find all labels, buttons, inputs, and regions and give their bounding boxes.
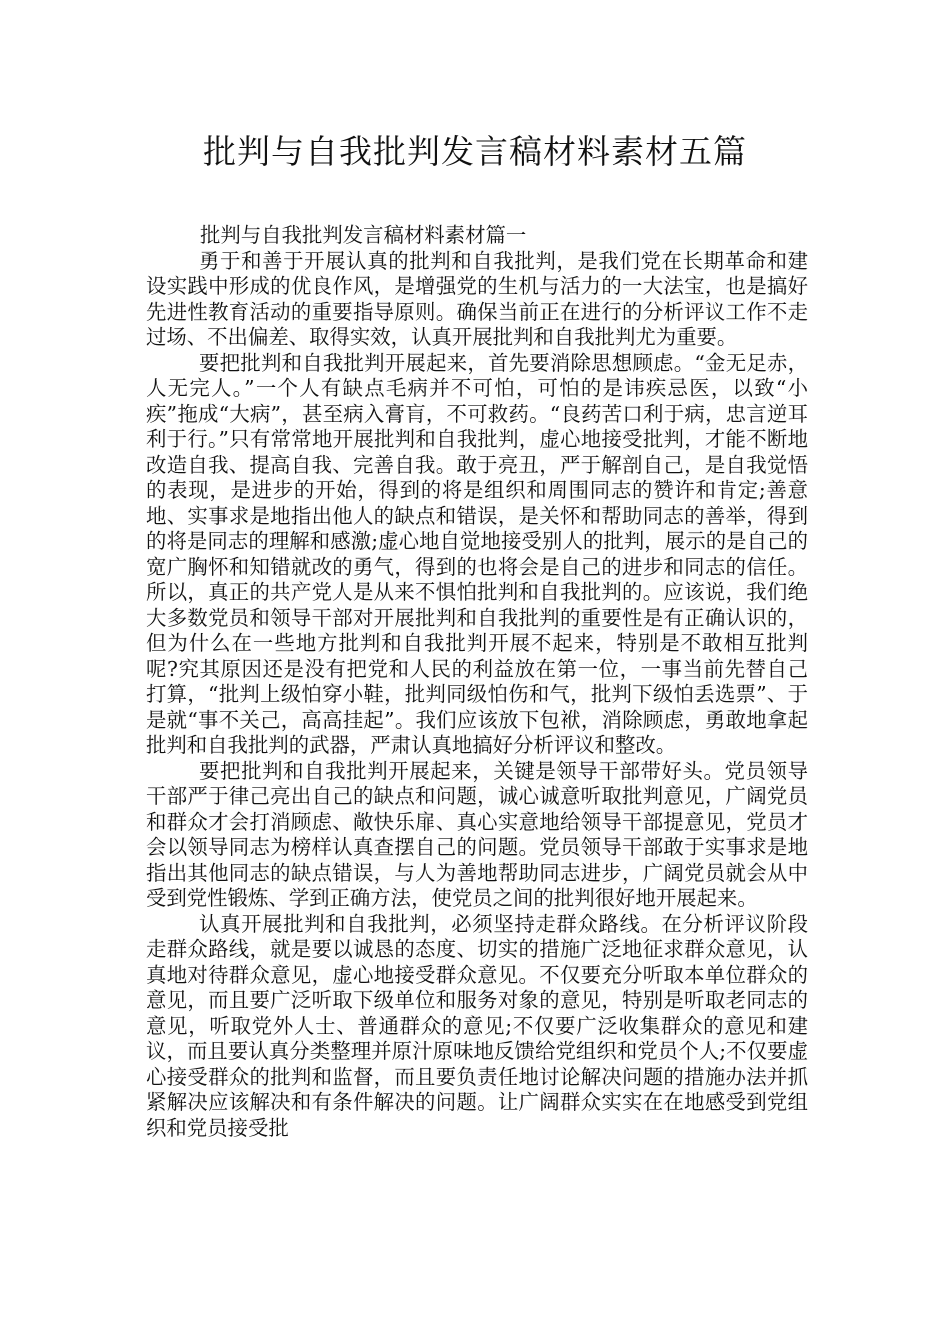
paragraph-4: 认真开展批判和自我批判，必须坚持走群众路线。在分析评议阶段走群众路线，就是要以诚恳的态度、切实的措施广泛地征求群众意见，认真地对待群众意见，虚心地接受群众意见。不仅要充分听取本单位群众的意见，而且要广泛听取下级单位和服务对象的意见，特别是听取老同志的意见，听取党外人士、普通群众的意见;不仅要广泛收集群众的意见和建议，而且要认真分类整理并原汁原味地反馈给党组织和党员个人;不仅要虚心接受群众的批判和监督，而且要负责任地讨论解决问题的措施办法并抓紧解决应该解决和有条件解决的问题。让广阔群众实实在在地感受到党组织和党员接受批 bbox=[146, 911, 808, 1140]
paragraph-2: 要把批判和自我批判开展起来，首先要消除思想顾虑。“金无足赤，人无完人。”一个人有缺点毛病并不可怕，可怕的是讳疾忌医，以致“小疾”拖成“大病”，甚至病入膏肓，不可救药。“良药苦口利于病，忠言逆耳利于行。”只有常常地开展批判和自我批判，虚心地接受批判，才能不断地改造自我、提高自我、完善自我。敢于亮丑，严于解剖自己，是自我觉悟的表现，是进步的开始，得到的将是组织和周围同志的赞许和肯定;善意地、实事求是地指出他人的缺点和错误，是关怀和帮助同志的善举，得到的将是同志的理解和感激;虚心地自觉地接受别人的批判，展示的是自己的宽广胸怀和知错就改的勇气，得到的也将会是自己的进步和同志的信任。所以，真正的共产党人是从来不惧怕批判和自我批判的。应该说，我们绝大多数党员和领导干部对开展批判和自我批判的重要性是有正确认识的，但为什么在一些地方批判和自我批判开展不起来，特别是不敢相互批判呢?究其原因还是没有把党和人民的利益放在第一位，一事当前先替自己打算，“批判上级怕穿小鞋，批判同级怕伤和气，批判下级怕丢选票”、于是就“事不关己，高高挂起”。我们应该放下包袱，消除顾虑，勇敢地拿起批判和自我批判的武器，严肃认真地搞好分析评议和整改。 bbox=[146, 350, 808, 757]
paragraph-1: 勇于和善于开展认真的批判和自我批判，是我们党在长期革命和建设实践中形成的优良作风，是增强党的生机与活力的一大法宝，也是搞好先进性教育活动的重要指导原则。确保当前正在进行的分析评议工作不走过场、不出偏差、取得实效，认真开展批判和自我批判尤为重要。 bbox=[146, 248, 808, 349]
document-title: 批判与自我批判发言稿材料素材五篇 bbox=[203, 132, 747, 171]
document-body bbox=[146, 223, 808, 1141]
section-heading: 批判与自我批判发言稿材料素材篇一 bbox=[200, 223, 527, 247]
paragraph-3: 要把批判和自我批判开展起来，关键是领导干部带好头。党员领导干部严于律己亮出自己的缺点和问题，诚心诚意听取批判意见，广阔党员和群众才会打消顾虑、敞快乐扉、真心实意地给领导干部提意见，党员才会以领导同志为榜样认真查摆自己的问题。党员领导干部敢于实事求是地指出其他同志的缺点错误，与人为善地帮助同志进步，广阔党员就会从中受到党性锻炼、学到正确方法，使党员之间的批判很好地开展起来。 bbox=[146, 758, 808, 910]
